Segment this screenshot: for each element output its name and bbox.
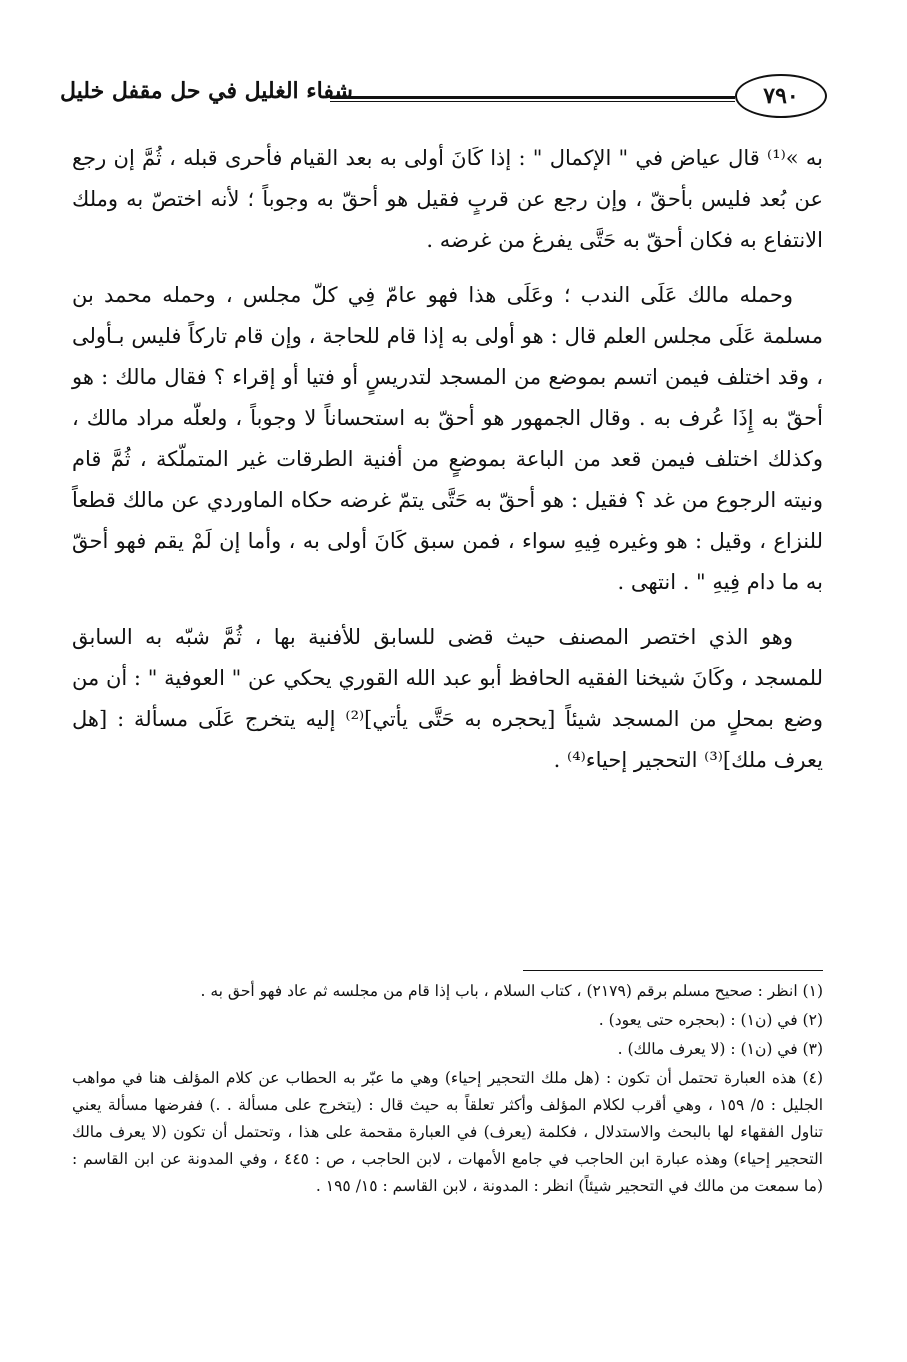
- paragraph-1: به »⁽¹⁾ قال عياض في " الإكمال " : إذا كَانَ أولى به بعد القيام فأحرى قبله ، ثُمَّ إن رجع عن بُعد فليس بأحقّ ، وإن رجع عن قربٍ فقيل هو أحقّ به وجوباً ؛ لأنه اختصّ به وملك الانتفاع به فكان أحقّ به حَتَّى يفرغ من غرضه .: [72, 146, 823, 252]
- footnote-1: (١) انظر : صحيح مسلم برقم (٢١٧٩) ، كتاب السلام ، باب إذا قام من مجلسه ثم عاد فهو أحق به .: [200, 982, 823, 1000]
- book-title: شفاء الغليل في حل مقفل خليل: [60, 78, 353, 104]
- paragraph-2: وحمله مالك عَلَى الندب ؛ وعَلَى هذا فهو عامّ فِي كلّ مجلس ، وحمله محمد بن مسلمة عَلَى مجلس العلم قال : هو أولى به إذا قام للحاجة ، وإن قام تاركاً فليس بـأولى ، وقد اختلف فيمن اتسم بموضع من المسجد لتدريسٍ أو فتيا أو إقراء ؟ فقال مالك : هو أحقّ به إِذَا عُرف به . وقال الجمهور هو أحقّ به استحساناً لا وجوباً ، ولعلّه مراد مالك ، وكذلك اختلف فيمن قعد من الباعة بموضعٍ من أفنية الطرقات غير المتملّكة ، ثُمَّ قام ونيته الرجوع من غد ؟ فقيل : هو أحقّ به حَتَّى يتمّ غرضه حكاه الماوردي عن مالك قطعاً للنزاع ، وقيل : هو وغيره فِيهِ سواء ، فمن سبق كَانَ أولى به ، وأما إن لَمْ يقم فهو أحقّ به ما دام فِيهِ " . انتهى .: [72, 283, 824, 594]
- footnote-4: (٤) هذه العبارة تحتمل أن تكون : (هل ملك التحجير إحياء) وهي ما عبّر به الحطاب عن كلام المؤلف هنا في مواهب الجليل : ٥/ ١٥٩ ، وهي أقرب لكلام المؤلف وأكثر تعلقاً به حيث قال : (يتخرج على مسألة . .) ففرضها مسألة يعني تناول الفقهاء لها بالبحث والاستدلال ، فكلمة (يعرف) في العبارة مقحمة على هذا ، وتحتمل أن تكون (لا يعرف مالك التحجير إحياء) وهذه عبارة ابن الحاجب في جامع الأمهات ، لابن الحاجب ، ص : ٤٤٥ ، وفي المدونة عن ابن القاسم : (ما سمعت من مالك في التحجير شيئاً) انظر : المدونة ، لابن القاسم : ١٥/ ١٩٥ .: [72, 1069, 824, 1195]
- paragraph-3: وهو الذي اختصر المصنف حيث قضى للسابق للأفنية بها ، ثُمَّ شبّه به السابق للمسجد ، وكَانَ شيخنا الفقيه الحافظ أبو عبد الله القوري يحكي عن " العوفية " : أن من وضع بمحلٍ من المسجد شيئاً [يحجره به حَتَّى يأتي]⁽²⁾ إليه يتخرج عَلَى مسألة : [هل يعرف ملك]⁽³⁾ التحجير إحياء⁽⁴⁾ .: [72, 625, 823, 772]
- header-rule: [330, 96, 735, 102]
- footnote-3: (٣) في (ن١) : (لا يعرف مالك) .: [617, 1040, 823, 1058]
- main-text: [72, 138, 823, 795]
- page-number: ٧٩٠: [735, 74, 827, 118]
- page-header: [60, 74, 827, 122]
- footnotes: [72, 978, 823, 1202]
- footnote-separator: [523, 970, 823, 971]
- footnote-2: (٢) في (ن١) : (بحجره حتى يعود) .: [598, 1011, 823, 1029]
